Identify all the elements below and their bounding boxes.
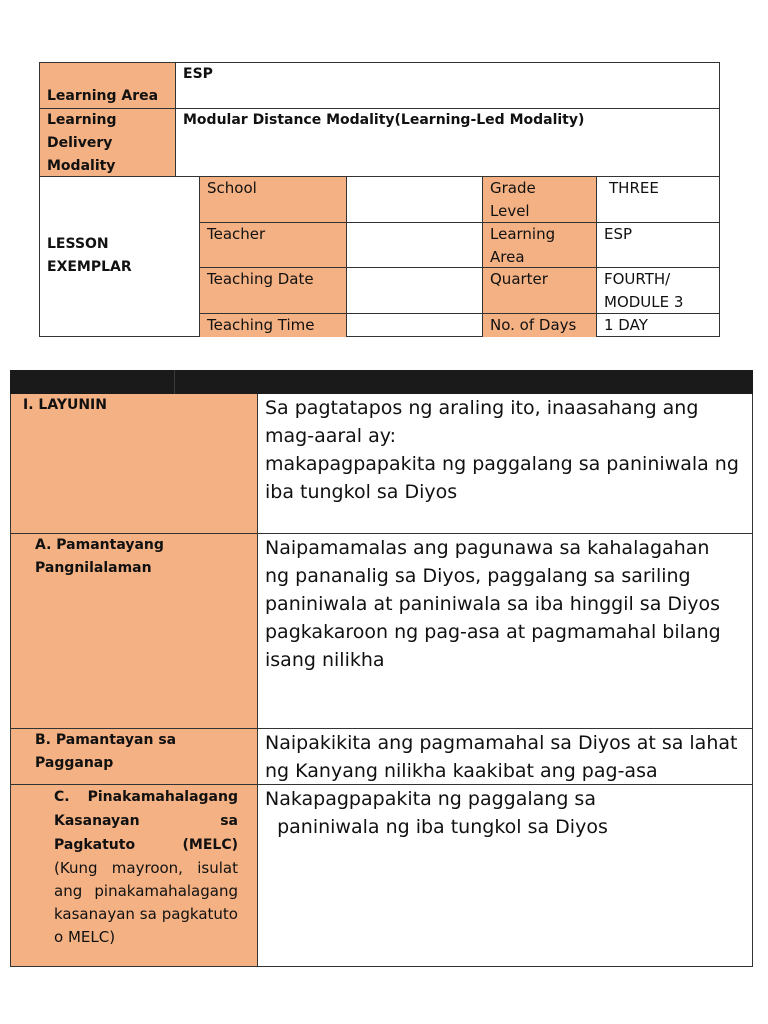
teaching-time-label: Teaching Time <box>207 316 315 334</box>
quarter-label-cell <box>483 268 597 314</box>
quarter-value-cell <box>597 268 720 314</box>
pamantayang-pangnilalaman-label: A. Pamantayang Pangnilalaman <box>35 537 164 576</box>
learning-area-label-cell <box>40 63 176 109</box>
melc-label-cell <box>10 784 258 967</box>
pamantayan-sa-pagganap-label-cell <box>10 728 258 784</box>
school-label: School <box>207 179 257 197</box>
grade-level-label: Grade Level <box>490 179 536 220</box>
teacher-value-cell <box>347 223 483 268</box>
header-divider <box>174 370 175 394</box>
modality-label-cell <box>40 109 176 177</box>
table-header-bar <box>10 370 753 394</box>
modality-value-cell <box>176 109 720 177</box>
pamantayan-sa-pagganap-content-cell <box>258 728 753 784</box>
learning-area-value-cell <box>176 63 720 109</box>
modality-label: Learning Delivery Modality <box>47 112 117 174</box>
pamantayan-sa-pagganap-text: Naipakikita ang pagmamahal sa Diyos at sa lahat ng Kanyang nilikha kaakibat ang pag-asa <box>265 732 738 782</box>
grade-level-value-cell <box>597 177 720 223</box>
learning-area-value: ESP <box>183 66 213 82</box>
days-value-cell <box>597 314 720 337</box>
layunin-label-cell <box>10 394 258 533</box>
teaching-date-value-cell <box>347 268 483 314</box>
melc-label: C. Pinakamahalagang Kasanayan sa Pagkatuto (MELC) <box>54 789 238 853</box>
pamantayang-pangnilalaman-label-cell <box>10 533 258 728</box>
grade-level-value: THREE <box>609 179 659 197</box>
teaching-date-label: Teaching Date <box>207 270 314 288</box>
learning-area2-value: ESP <box>604 225 633 243</box>
teaching-date-label-cell <box>200 268 347 314</box>
layunin-label: I. LAYUNIN <box>23 397 107 413</box>
layunin-content-cell <box>258 394 753 533</box>
days-label-cell <box>483 314 597 337</box>
learning-area2-label: Learning Area <box>490 225 556 266</box>
melc-label-block <box>54 785 238 949</box>
school-label-cell <box>200 177 347 223</box>
teacher-label-cell <box>200 223 347 268</box>
grade-level-label-cell <box>483 177 597 223</box>
learning-area-label: Learning Area <box>47 88 159 104</box>
teaching-time-label-cell <box>200 314 347 337</box>
lesson-exemplar-label: LESSON EXEMPLAR <box>47 236 132 275</box>
lesson-exemplar-cell <box>40 177 200 337</box>
teaching-time-value-cell <box>347 314 483 337</box>
days-label: No. of Days <box>490 316 577 334</box>
pamantayang-pangnilalaman-text: Naipamamalas ang pagunawa sa kahalagahan ng pananalig sa Diyos, paggalang sa sariling paniniwala at paniniwala sa iba hinggil sa Diyos pagkakaroon ng pag-asa at pagmamahal bilang isang nilikha <box>265 537 721 671</box>
quarter-label: Quarter <box>490 270 548 288</box>
melc-sublabel: (Kung mayroon, isulat ang pinakamahalagang kasanayan sa pagkatuto o MELC) <box>54 859 238 946</box>
teacher-label: Teacher <box>207 225 266 243</box>
melc-content-cell <box>258 784 753 967</box>
melc-text: Nakapagpapakita ng paggalang sa paniniwala ng iba tungkol sa Diyos <box>265 788 608 838</box>
learning-area2-value-cell <box>597 223 720 268</box>
lesson-header-table <box>39 62 720 337</box>
modality-value: Modular Distance Modality(Learning-Led Modality) <box>183 112 585 128</box>
learning-area2-label-cell <box>483 223 597 268</box>
pamantayan-sa-pagganap-label: B. Pamantayan sa Pagganap <box>35 732 177 771</box>
pamantayang-pangnilalaman-content-cell <box>258 533 753 728</box>
lesson-objectives-table <box>10 370 753 967</box>
quarter-value: FOURTH/ MODULE 3 <box>604 270 684 311</box>
days-value: 1 DAY <box>604 316 648 334</box>
layunin-text: Sa pagtatapos ng araling ito, inaasahang ang mag-aaral ay: makapagpapakita ng paggalang sa paniniwala ng iba tungkol sa Diyos <box>265 397 739 503</box>
school-value-cell <box>347 177 483 223</box>
